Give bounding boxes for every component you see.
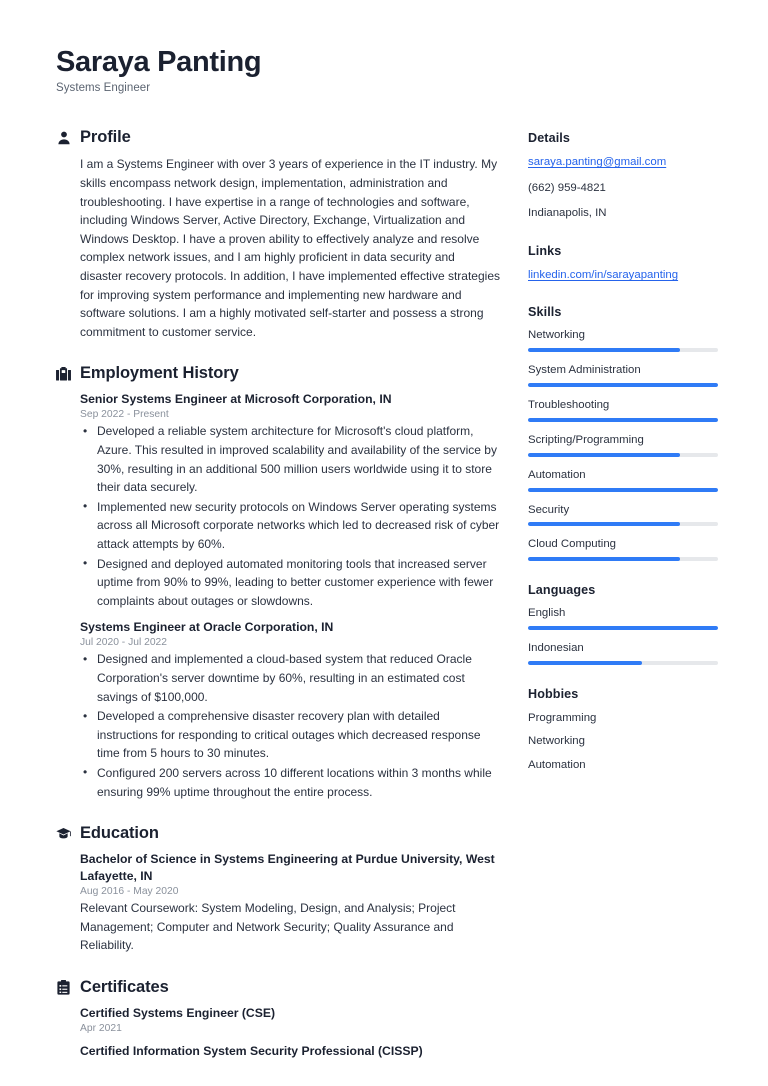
sidebar-hobbies-title: Hobbies: [528, 686, 579, 701]
sidebar-hobbies: [528, 687, 718, 774]
sidebar-links: [528, 244, 718, 284]
skill-row: [528, 503, 718, 527]
bullet-item: • Implemented new security protocols on Windows Server operating systems across all Microsoft corporate networks which led to decreased risk of cyber attack attempts by 60%.: [80, 498, 500, 554]
entry-date: Jul 2020 - Jul 2022: [80, 637, 168, 649]
section-education-title: Education: [80, 824, 159, 843]
section-certificates-title: Certificates: [80, 978, 169, 997]
section-education: [56, 824, 500, 955]
skill-fill: [528, 383, 718, 387]
candidate-job-title: Systems Engineer: [56, 82, 151, 95]
language-track: [528, 626, 718, 630]
skill-track: [528, 418, 718, 422]
entry-date: Aug 2016 - May 2020: [80, 886, 179, 898]
resume-header: [56, 46, 712, 94]
section-employment: [56, 364, 500, 801]
skill-label: System Administration: [528, 364, 641, 377]
skill-row: [528, 363, 718, 387]
section-certificates-body: [56, 1005, 500, 1060]
skill-fill: [528, 522, 680, 526]
section-employment-title: Employment History: [80, 364, 239, 383]
section-profile: [56, 128, 500, 341]
skill-row: [528, 537, 718, 561]
location-text: Indianapolis, IN: [528, 207, 607, 220]
section-education-header: [56, 824, 500, 843]
section-profile-header: [56, 128, 500, 147]
skill-row: [528, 398, 718, 422]
hobby-item: Automation: [528, 758, 586, 771]
sidebar-languages-title: Languages: [528, 583, 596, 598]
language-row: [528, 641, 718, 665]
language-fill: [528, 661, 642, 665]
email-link[interactable]: saraya.panting@gmail.com: [528, 156, 667, 169]
section-employment-body: [56, 391, 500, 801]
entry-title: Bachelor of Science in Systems Engineering at Purdue University, West Lafayette, IN: [80, 852, 495, 884]
briefcase-icon: [56, 366, 71, 382]
language-fill: [528, 626, 718, 630]
linkedin-link[interactable]: linkedin.com/in/sarayapanting: [528, 268, 679, 281]
sidebar-skills-title: Skills: [528, 305, 562, 320]
profile-text: I am a Systems Engineer with over 3 years of experience in the IT industry. My skills encompass network design, implementation, administration and troubleshooting. I have expertise in a range of technologies and software, including Windows Server, Active Directory, Exchange, Virtualization and Windows Desktop. I have a proven ability to effectively analyze and resolve complex network issues, and I am highly proficient in data security and disaster recovery protocols. In addition, I have implemented effective strategies for improving system performance and implementing new hardware and software solutions. I am a highly motivated self-starter and possess a strong commitment to customer service.: [80, 157, 500, 339]
skill-fill: [528, 453, 680, 457]
skill-track: [528, 488, 718, 492]
skill-label: Automation: [528, 468, 586, 481]
sidebar-skills: [528, 305, 718, 561]
entry-bullets: [80, 650, 500, 801]
sidebar-links-title: Links: [528, 243, 562, 258]
hobby-item: Networking: [528, 735, 585, 748]
employment-entry: [80, 391, 500, 610]
skill-track: [528, 522, 718, 526]
entry-title: Systems Engineer at Oracle Corporation, IN: [80, 620, 334, 635]
section-certificates-header: [56, 978, 500, 997]
skill-track: [528, 348, 718, 352]
employment-entry: [80, 619, 500, 801]
skill-label: Security: [528, 503, 570, 516]
bullet-item: • Designed and implemented a cloud-based system that reduced Oracle Corporation's server downtime by 60%, resulting in an estimated cost savings of $100,000.: [80, 650, 500, 706]
skill-track: [528, 383, 718, 387]
bullet-item: • Designed and deployed automated monitoring tools that increased server uptime from 90% to 99%, leading to better customer experience with fewer complaints about outages or slowdowns.: [80, 555, 500, 611]
entry-title: Certified Systems Engineer (CSE): [80, 1006, 276, 1021]
skill-label: Cloud Computing: [528, 538, 617, 551]
hobby-item: Programming: [528, 711, 597, 724]
skill-track: [528, 557, 718, 561]
section-education-body: [56, 851, 500, 955]
certificate-entry: [80, 1043, 500, 1060]
entry-bullets: [80, 422, 500, 610]
language-row: [528, 606, 718, 630]
skill-fill: [528, 348, 680, 352]
language-label: English: [528, 607, 566, 620]
skill-row: [528, 468, 718, 492]
section-certificates: [56, 978, 500, 1060]
section-profile-body: [56, 155, 500, 341]
section-employment-header: [56, 364, 500, 383]
person-icon: [56, 130, 71, 146]
skill-label: Troubleshooting: [528, 399, 610, 412]
bullet-item: • Configured 200 servers across 10 different locations within 3 months while ensuring 99% uptime throughout the entire process.: [80, 764, 500, 801]
language-label: Indonesian: [528, 642, 584, 655]
section-profile-title: Profile: [80, 128, 131, 147]
entry-title: Senior Systems Engineer at Microsoft Corporation, IN: [80, 392, 392, 407]
phone-number: (662) 959-4821: [528, 181, 606, 194]
skill-row: [528, 328, 718, 352]
bullet-item: • Developed a reliable system architecture for Microsoft's cloud platform, Azure. This resulted in improved scalability and availability of the service by 30%, resulting in an additional 500 million users worldwide using it to store their data securely.: [80, 422, 500, 496]
skill-fill: [528, 557, 680, 561]
entry-description: Relevant Coursework: System Modeling, Design, and Analysis; Project Management; Computer and Network Security; Quality Assurance and Reliability.: [80, 901, 456, 953]
education-entry: [80, 851, 500, 955]
main-column: [56, 128, 500, 1083]
skill-label: Networking: [528, 329, 585, 342]
entry-date: Sep 2022 - Present: [80, 409, 169, 421]
sidebar-details-title: Details: [528, 131, 570, 146]
skill-row: [528, 433, 718, 457]
entry-date: Apr 2021: [80, 1023, 122, 1035]
skill-fill: [528, 488, 718, 492]
skill-track: [528, 453, 718, 457]
resume-columns: [56, 128, 712, 1083]
entry-title: Certified Information System Security Professional (CISSP): [80, 1044, 423, 1059]
candidate-name: Saraya Panting: [56, 46, 262, 78]
skill-fill: [528, 418, 718, 422]
language-track: [528, 661, 718, 665]
sidebar-languages: [528, 583, 718, 665]
bullet-item: • Developed a comprehensive disaster recovery plan with detailed instructions for responding to critical outages which decreased response time from 5 hours to 30 minutes.: [80, 707, 500, 763]
graduation-cap-icon: [56, 826, 71, 842]
sidebar-details: [528, 131, 718, 222]
certificate-icon: [56, 980, 71, 996]
certificate-entry: [80, 1005, 500, 1034]
skill-label: Scripting/Programming: [528, 433, 644, 446]
sidebar-column: [528, 128, 718, 795]
